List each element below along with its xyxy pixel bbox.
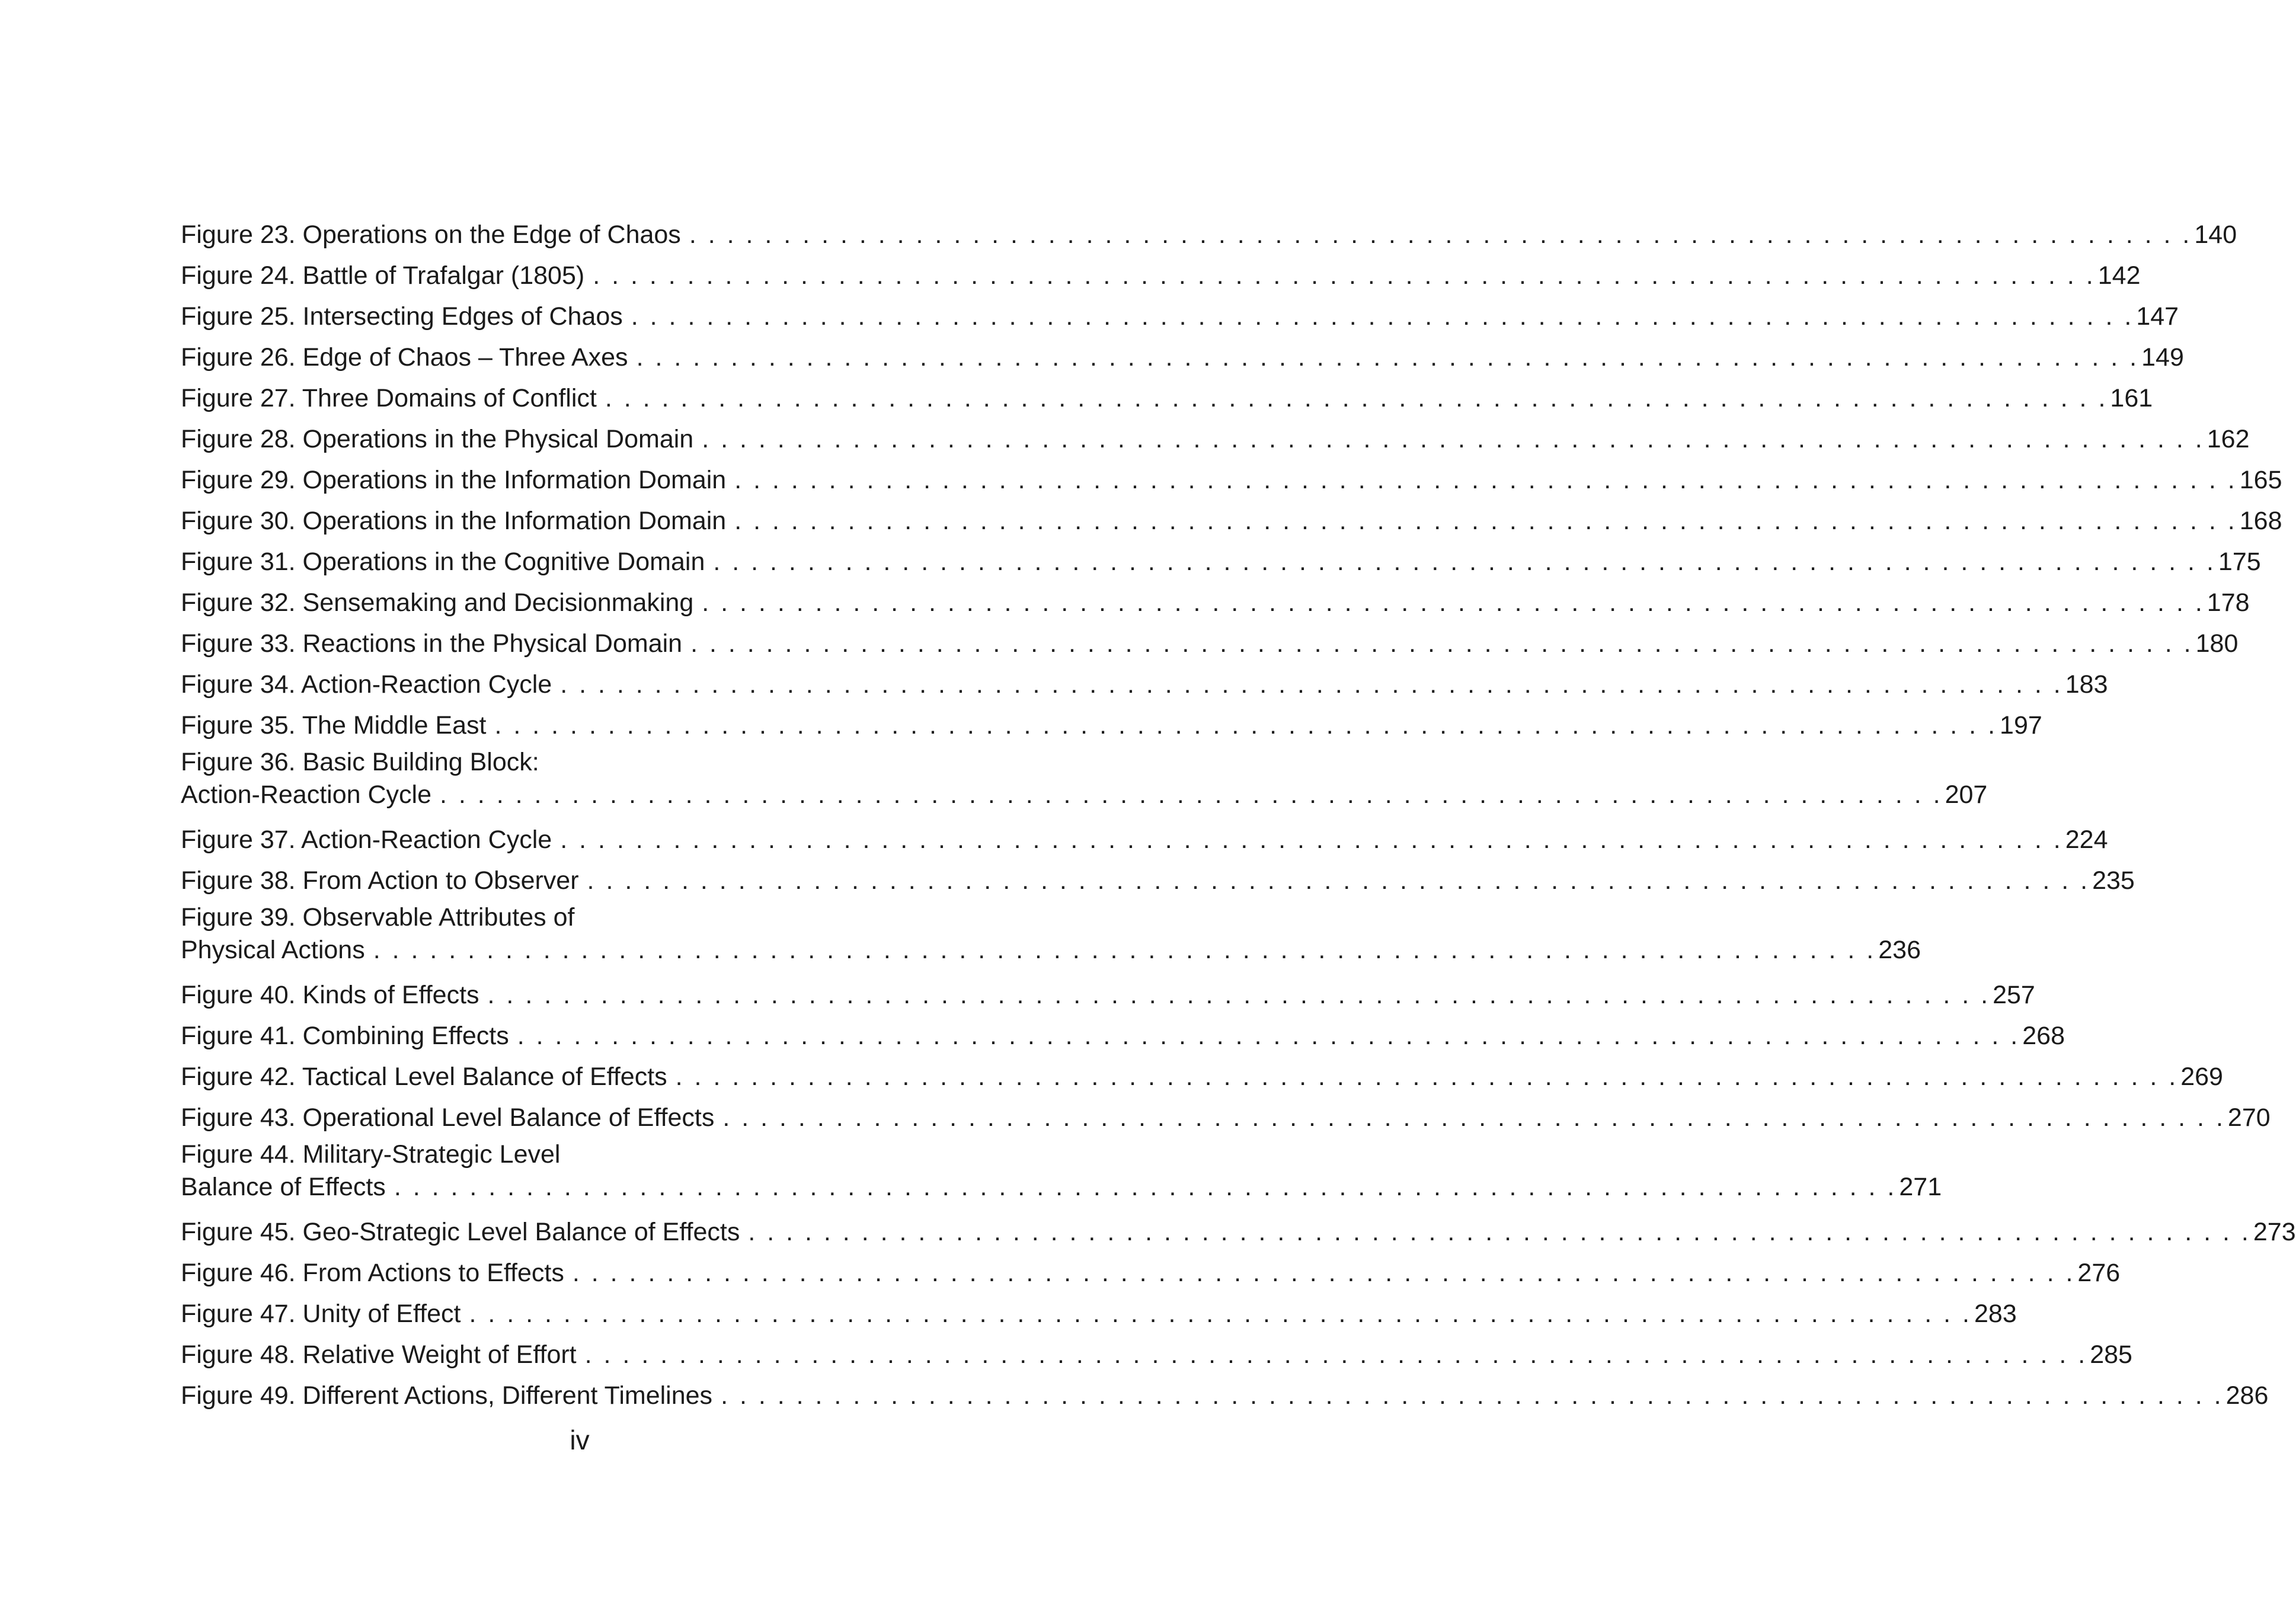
entry-page: 168 — [2239, 507, 2282, 535]
dot-leader: . . . . . . . . . . . . . . . . . . . . . . . . . . . . . . . . . . . . . . . . . . . . . . . . . . . . . . . . . . . . . . . . . . . . . . . . . . . . . . . . — [722, 1103, 2225, 1132]
entry-page: 180 — [2195, 629, 2239, 658]
dot-leader: . . . . . . . . . . . . . . . . . . . . . . . . . . . . . . . . . . . . . . . . . . . . . . . . . . . . . . . . . . . . . . . . . . . . . . . . . . . . . . . . — [631, 302, 2134, 331]
toc-entry — [181, 1335, 2132, 1375]
entry-page: 147 — [2136, 302, 2179, 331]
dot-leader: . . . . . . . . . . . . . . . . . . . . . . . . . . . . . . . . . . . . . . . . . . . . . . . . . . . . . . . . . . . . . . . . . . . . . . . . . . . . . . . . — [487, 981, 1991, 1009]
entry-page: 276 — [2077, 1259, 2121, 1287]
toc-entry — [181, 1138, 1942, 1212]
entry-title: Figure 46. From Actions to Effects — [181, 1259, 564, 1287]
toc-entry — [181, 296, 2179, 337]
dot-leader: . . . . . . . . . . . . . . . . . . . . . . . . . . . . . . . . . . . . . . . . . . . . . . . . . . . . . . . . . . . . . . . . . . . . . . . . . . . . . . . . — [713, 548, 2216, 576]
toc-entry — [181, 460, 2282, 501]
entry-page: 273 — [2253, 1218, 2296, 1246]
dot-leader: . . . . . . . . . . . . . . . . . . . . . . . . . . . . . . . . . . . . . . . . . . . . . . . . . . . . . . . . . . . . . . . . . . . . . . . . . . . . . . . . — [560, 825, 2063, 854]
toc-entry — [181, 820, 2108, 860]
dot-leader: . . . . . . . . . . . . . . . . . . . . . . . . . . . . . . . . . . . . . . . . . . . . . . . . . . . . . . . . . . . . . . . . . . . . . . . . . . . . . . . . — [440, 780, 1943, 809]
entry-page: 183 — [2065, 670, 2108, 699]
dot-leader: . . . . . . . . . . . . . . . . . . . . . . . . . . . . . . . . . . . . . . . . . . . . . . . . . . . . . . . . . . . . . . . . . . . . . . . . . . . . . . . . — [734, 466, 2237, 494]
entry-page: 236 — [1878, 936, 1921, 964]
dot-leader: . . . . . . . . . . . . . . . . . . . . . . . . . . . . . . . . . . . . . . . . . . . . . . . . . . . . . . . . . . . . . . . . . . . . . . . . . . . . . . . . — [702, 588, 2205, 617]
entry-page: 162 — [2207, 425, 2250, 453]
toc-entry — [181, 215, 2237, 255]
entry-title: Figure 49. Different Actions, Different Timelines — [181, 1381, 713, 1410]
dot-leader: . . . . . . . . . . . . . . . . . . . . . . . . . . . . . . . . . . . . . . . . . . . . . . . . . . . . . . . . . . . . . . . . . . . . . . . . . . . . . . . . — [584, 1340, 2088, 1369]
entry-page: 207 — [1945, 780, 1988, 809]
dot-leader: . . . . . . . . . . . . . . . . . . . . . . . . . . . . . . . . . . . . . . . . . . . . . . . . . . . . . . . . . . . . . . . . . . . . . . . . . . . . . . . . — [748, 1218, 2251, 1246]
entry-title: Figure 37. Action-Reaction Cycle — [181, 825, 552, 854]
toc-entry — [181, 975, 2035, 1016]
entry-title: Figure 25. Intersecting Edges of Chaos — [181, 302, 623, 331]
toc-entry — [181, 1375, 2269, 1416]
toc-entry — [181, 623, 2239, 664]
entry-title: Figure 35. The Middle East — [181, 711, 487, 740]
entry-title: Figure 38. From Action to Observer — [181, 866, 579, 895]
entry-title: Figure 26. Edge of Chaos – Three Axes — [181, 343, 628, 372]
toc-entry — [181, 901, 1921, 975]
page-number: iv — [570, 1425, 590, 1455]
dot-leader: . . . . . . . . . . . . . . . . . . . . . . . . . . . . . . . . . . . . . . . . . . . . . . . . . . . . . . . . . . . . . . . . . . . . . . . . . . . . . . . . — [593, 261, 2096, 290]
entry-page: 285 — [2090, 1340, 2132, 1369]
toc-entry — [181, 337, 2184, 378]
list-of-figures — [181, 215, 2296, 1416]
entry-page: 235 — [2092, 866, 2135, 895]
dot-leader: . . . . . . . . . . . . . . . . . . . . . . . . . . . . . . . . . . . . . . . . . . . . . . . . . . . . . . . . . . . . . . . . . . . . . . . . . . . . . . . . — [689, 220, 2192, 249]
entry-title: Figure 29. Operations in the Information Domain — [181, 466, 727, 494]
toc-entry — [181, 583, 2250, 623]
dot-leader: . . . . . . . . . . . . . . . . . . . . . . . . . . . . . . . . . . . . . . . . . . . . . . . . . . . . . . . . . . . . . . . . . . . . . . . . . . . . . . . . — [394, 1173, 1897, 1201]
entry-title: Figure 34. Action-Reaction Cycle — [181, 670, 552, 699]
dot-leader: . . . . . . . . . . . . . . . . . . . . . . . . . . . . . . . . . . . . . . . . . . . . . . . . . . . . . . . . . . . . . . . . . . . . . . . . . . . . . . . . — [373, 936, 1876, 964]
entry-title-continued: Physical Actions — [181, 936, 365, 964]
entry-page: 140 — [2194, 220, 2237, 249]
entry-title: Figure 40. Kinds of Effects — [181, 981, 479, 1009]
toc-entry — [181, 1253, 2121, 1294]
entry-page: 197 — [2000, 711, 2042, 740]
entry-page: 149 — [2141, 343, 2184, 372]
toc-entry — [181, 378, 2153, 419]
dot-leader: . . . . . . . . . . . . . . . . . . . . . . . . . . . . . . . . . . . . . . . . . . . . . . . . . . . . . . . . . . . . . . . . . . . . . . . . . . . . . . . . — [636, 343, 2140, 372]
entry-title-continued: Action-Reaction Cycle — [181, 780, 432, 809]
entry-title: Figure 45. Geo-Strategic Level Balance of Effects — [181, 1218, 740, 1246]
toc-entry — [181, 542, 2261, 583]
entry-page: 175 — [2218, 548, 2261, 576]
entry-page: 161 — [2110, 384, 2153, 412]
entry-page: 178 — [2207, 588, 2250, 617]
entry-title: Figure 32. Sensemaking and Decisionmaking — [181, 588, 694, 617]
dot-leader: . . . . . . . . . . . . . . . . . . . . . . . . . . . . . . . . . . . . . . . . . . . . . . . . . . . . . . . . . . . . . . . . . . . . . . . . . . . . . . . . — [587, 866, 2090, 895]
entry-title: Figure 39. Observable Attributes of — [181, 903, 575, 932]
entry-title: Figure 47. Unity of Effect — [181, 1300, 461, 1328]
entry-page: 286 — [2225, 1381, 2269, 1410]
entry-title: Figure 23. Operations on the Edge of Chaos — [181, 220, 681, 249]
entry-title: Figure 33. Reactions in the Physical Domain — [181, 629, 683, 658]
toc-entry — [181, 860, 2135, 901]
toc-entry — [181, 1097, 2271, 1138]
entry-title: Figure 36. Basic Building Block: — [181, 748, 539, 776]
entry-page: 283 — [1974, 1300, 2017, 1328]
dot-leader: . . . . . . . . . . . . . . . . . . . . . . . . . . . . . . . . . . . . . . . . . . . . . . . . . . . . . . . . . . . . . . . . . . . . . . . . . . . . . . . . — [469, 1300, 1972, 1328]
entry-page: 269 — [2180, 1063, 2223, 1091]
dot-leader: . . . . . . . . . . . . . . . . . . . . . . . . . . . . . . . . . . . . . . . . . . . . . . . . . . . . . . . . . . . . . . . . . . . . . . . . . . . . . . . . — [605, 384, 2108, 412]
entry-title: Figure 48. Relative Weight of Effort — [181, 1340, 577, 1369]
dot-leader: . . . . . . . . . . . . . . . . . . . . . . . . . . . . . . . . . . . . . . . . . . . . . . . . . . . . . . . . . . . . . . . . . . . . . . . . . . . . . . . . — [734, 507, 2237, 535]
dot-leader: . . . . . . . . . . . . . . . . . . . . . . . . . . . . . . . . . . . . . . . . . . . . . . . . . . . . . . . . . . . . . . . . . . . . . . . . . . . . . . . . — [560, 670, 2063, 699]
toc-entry — [181, 419, 2250, 460]
toc-entry — [181, 1212, 2296, 1253]
toc-entry — [181, 501, 2282, 542]
toc-entry — [181, 705, 2042, 746]
toc-entry — [181, 664, 2108, 705]
toc-entry — [181, 746, 1988, 820]
dot-leader: . . . . . . . . . . . . . . . . . . . . . . . . . . . . . . . . . . . . . . . . . . . . . . . . . . . . . . . . . . . . . . . . . . . . . . . . . . . . . . . . — [690, 629, 2193, 658]
entry-title: Figure 24. Battle of Trafalgar (1805) — [181, 261, 585, 290]
dot-leader: . . . . . . . . . . . . . . . . . . . . . . . . . . . . . . . . . . . . . . . . . . . . . . . . . . . . . . . . . . . . . . . . . . . . . . . . . . . . . . . . — [572, 1259, 2076, 1287]
dot-leader: . . . . . . . . . . . . . . . . . . . . . . . . . . . . . . . . . . . . . . . . . . . . . . . . . . . . . . . . . . . . . . . . . . . . . . . . . . . . . . . . — [702, 425, 2205, 453]
toc-entry — [181, 1057, 2223, 1097]
entry-page: 257 — [1993, 981, 2035, 1009]
entry-page: 224 — [2065, 825, 2108, 854]
entry-title: Figure 30. Operations in the Information Domain — [181, 507, 727, 535]
entry-page: 268 — [2022, 1022, 2065, 1050]
entry-page: 270 — [2227, 1103, 2271, 1132]
entry-page: 165 — [2239, 466, 2282, 494]
entry-title: Figure 44. Military-Strategic Level — [181, 1140, 561, 1169]
entry-title: Figure 28. Operations in the Physical Domain — [181, 425, 694, 453]
toc-entry — [181, 1294, 2017, 1335]
entry-title: Figure 42. Tactical Level Balance of Effects — [181, 1063, 667, 1091]
entry-title: Figure 41. Combining Effects — [181, 1022, 509, 1050]
toc-entry — [181, 1016, 2065, 1057]
entry-title: Figure 31. Operations in the Cognitive Domain — [181, 548, 705, 576]
dot-leader: . . . . . . . . . . . . . . . . . . . . . . . . . . . . . . . . . . . . . . . . . . . . . . . . . . . . . . . . . . . . . . . . . . . . . . . . . . . . . . . . — [721, 1381, 2224, 1410]
dot-leader: . . . . . . . . . . . . . . . . . . . . . . . . . . . . . . . . . . . . . . . . . . . . . . . . . . . . . . . . . . . . . . . . . . . . . . . . . . . . . . . . — [494, 711, 1998, 740]
entry-title-continued: Balance of Effects — [181, 1173, 386, 1201]
entry-title: Figure 27. Three Domains of Conflict — [181, 384, 597, 412]
toc-entry — [181, 255, 2141, 296]
entry-title: Figure 43. Operational Level Balance of Effects — [181, 1103, 715, 1132]
dot-leader: . . . . . . . . . . . . . . . . . . . . . . . . . . . . . . . . . . . . . . . . . . . . . . . . . . . . . . . . . . . . . . . . . . . . . . . . . . . . . . . . — [675, 1063, 2179, 1091]
dot-leader: . . . . . . . . . . . . . . . . . . . . . . . . . . . . . . . . . . . . . . . . . . . . . . . . . . . . . . . . . . . . . . . . . . . . . . . . . . . . . . . . — [517, 1022, 2020, 1050]
entry-page: 271 — [1899, 1173, 1942, 1201]
entry-page: 142 — [2097, 261, 2141, 290]
